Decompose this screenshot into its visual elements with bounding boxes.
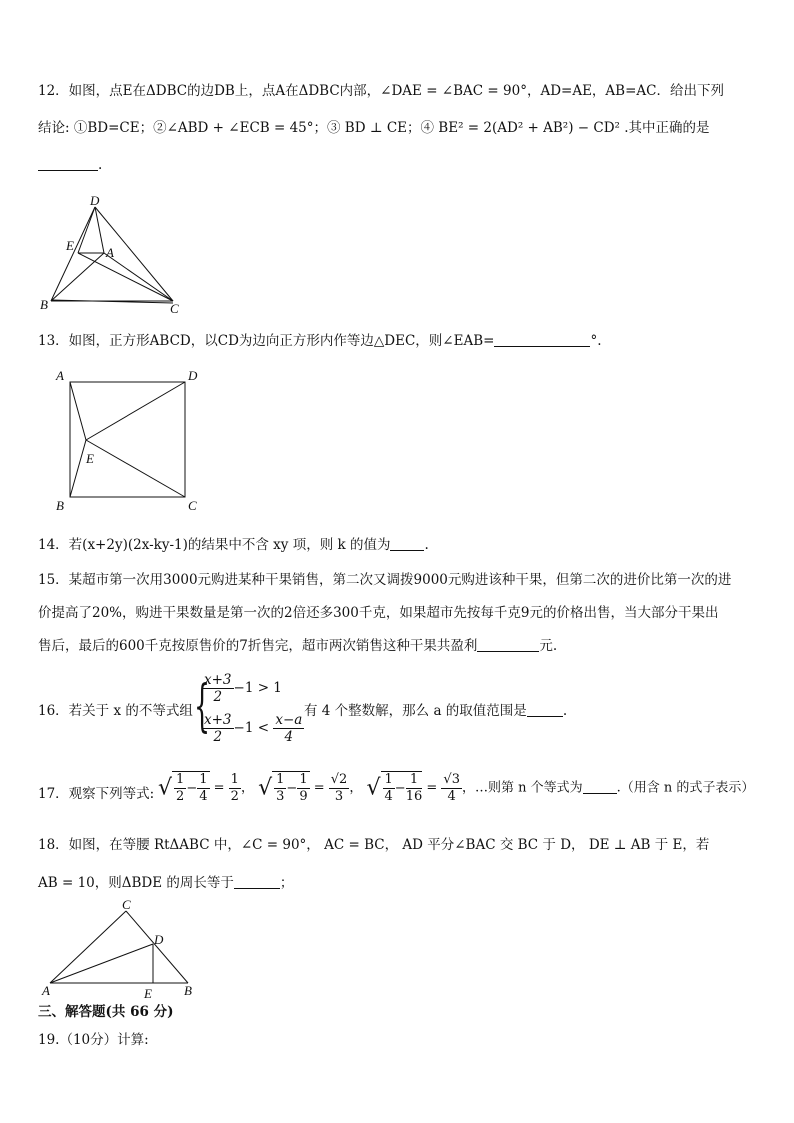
q18-figure [38, 897, 203, 1002]
q16-tail: . [562, 703, 568, 719]
q12-answer-line [38, 155, 102, 175]
q12-label-C: C [170, 301, 179, 316]
q13-seg-DE [86, 382, 185, 440]
q13-text: 13．如图，正方形ABCD，以CD为边向正方形内作等边△DEC，则∠EAB= [38, 333, 495, 349]
q14-text: 14．若(x+2y)(2x-ky-1)的结果中不含 xy 项，则 k 的值为 [38, 537, 391, 553]
q14-line [38, 535, 429, 555]
q16-ineq2-num: x+3 [204, 712, 232, 728]
q17-equations: √ $\frac{1}{2}$ − $\frac{1}{4}$ = $\frac{1}{2}$ ， √ $\frac{1}{3}$ − $\frac{1}{9}$ = $\frac{√2}{3}$ ， √ $\frac{1}{4}$ − $\frac{1}{16}$ = $\frac{√3}{4}$ ，…则第 n 个等式为 .（用含 n 的式子表示） [158, 771, 755, 804]
q17-eq3-e: √3 [443, 771, 460, 787]
q17-eq1-d: 4 [199, 789, 208, 804]
q15-line1: 15．某超市第一次用3000元购进某种干果销售，第二次又调拨9000元购进该种干果，但第二次的进价比第一次的进 [38, 572, 732, 588]
q17-prefix: 17．观察下列等式: [38, 786, 155, 802]
q15-line2: 价提高了20%，购进干果数量是第一次的2倍还多300千克，如果超市先按每千克9元的价格出售，当大部分干果出 [38, 605, 719, 621]
q15-text: 售后，最后的600千克按原售价的7折售完，超市两次销售这种干果共盈利 [38, 638, 478, 654]
q12-line1: 12．如图，点E在ΔDBC的边DB上，点A在ΔDBC内部，∠DAE = ∠BAC = 90°，AD=AE，AB=AC．给出下列 [38, 83, 724, 99]
q13-label-C: C [188, 498, 197, 513]
q16-ineq2 [202, 712, 304, 745]
q13-line [38, 331, 602, 351]
q17-eq1-e: 1 [230, 771, 239, 787]
q17-eq3-f: 4 [447, 788, 456, 804]
q13-label-E: E [86, 451, 94, 466]
q17-eq1-c: 1 [199, 772, 208, 787]
q15-answer-blank[interactable] [477, 637, 539, 652]
q16-ineq1-rest: −1 > 1 [233, 680, 282, 696]
q17-eq1-root: $\frac{1}{2}$ − $\frac{1}{4}$ [172, 771, 209, 805]
q18-label-D: D [154, 932, 164, 947]
q17-eq2-b: 3 [276, 789, 285, 804]
q17-eq3-d: 16 [405, 789, 423, 804]
q18-text: AB = 10，则ΔBDE 的周长等于 [38, 875, 234, 891]
q16-answer-blank[interactable] [527, 702, 563, 717]
q13-label-B: B [56, 498, 64, 513]
q17-eq2-e: √2 [330, 771, 348, 787]
q12-seg-ED [78, 207, 95, 253]
q16-ineq1 [202, 672, 282, 705]
q16-ineq2-mid: −1 < [233, 720, 270, 736]
q12-label-D: D [90, 193, 100, 208]
q17-eq3-a: 1 [384, 772, 393, 787]
q13-seg-AE [70, 382, 86, 440]
q18-answer-blank[interactable] [234, 874, 280, 889]
q12-figure [38, 193, 188, 318]
q18-seg-AD [50, 944, 153, 983]
q17-eq1-b: 2 [176, 789, 185, 804]
q12-answer-blank[interactable] [38, 156, 98, 171]
q18-line2 [38, 873, 293, 893]
q18-label-A: A [42, 983, 50, 998]
q18-label-C: C [122, 897, 131, 912]
q17-eq3-c: 1 [406, 772, 423, 789]
q13-answer-blank[interactable] [494, 332, 590, 347]
q13-label-D: D [188, 368, 198, 383]
q17-answer-blank[interactable] [583, 779, 617, 794]
q13-figure [52, 364, 212, 514]
q18-label-E: E [144, 986, 152, 1001]
q13-seg-BE [70, 440, 86, 497]
q17-eq2-d: 9 [299, 789, 308, 804]
q13-seg-CE [86, 440, 185, 497]
q12-seg-EC [78, 253, 173, 301]
q12-seg-AB [51, 253, 104, 301]
q18-tail: ； [279, 875, 294, 891]
q17-eq2-f: 3 [334, 788, 344, 804]
q12-line2: 结论: ①BD=CE；②∠ABD + ∠ECB = 45°；③ BD ⊥ CE；④ BE² = 2(AD² + AB²) − CD² .其中正确的是 [38, 120, 710, 136]
q16-ineq1-den: 2 [213, 689, 223, 705]
q13-label-A: A [56, 368, 64, 383]
q12-seg-DB [51, 207, 95, 301]
q17-suffix: ，…则第 n 个等式为 [461, 780, 583, 796]
q16-ineq2-num2: x−a [275, 712, 303, 728]
section-3-heading: 三、解答题(共 66 分) [38, 1004, 174, 1020]
q12-seg-DA [95, 207, 104, 253]
q17-eq2-root: $\frac{1}{3}$ − $\frac{1}{9}$ [272, 771, 309, 805]
q16-ineq2-den: 2 [213, 729, 223, 745]
q15-tail: 元. [539, 638, 558, 654]
q15-line3 [38, 636, 557, 656]
q16-prefix: 16．若关于 x 的不等式组 [38, 703, 193, 719]
q16-suffix-line [304, 701, 567, 721]
q16-ineq2-den2: 4 [284, 729, 294, 745]
q12-label-E: E [66, 238, 74, 253]
q16-brace: { [194, 674, 211, 739]
q12-label-B: B [40, 297, 48, 312]
q18-seg-CB [126, 911, 188, 983]
q17-eq1-a: 1 [176, 772, 185, 787]
q14-tail: . [424, 537, 429, 553]
q18-label-B: B [184, 983, 192, 998]
q18-line1: 18．如图，在等腰 RtΔABC 中，∠C = 90°， AC = BC， AD 平分∠BAC 交 BC 于 D， DE ⊥ AB 于 E，若 [38, 837, 710, 853]
q14-answer-blank[interactable] [390, 536, 424, 551]
q17-eq2-c: 1 [299, 772, 308, 787]
q13-tail: °. [590, 333, 602, 349]
q17-eq3-root: $\frac{1}{4}$ − $\frac{1}{16}$ [381, 771, 423, 805]
q17-eq3-b: 4 [384, 789, 393, 804]
q19-text: 19.（10分）计算: [38, 1032, 149, 1048]
q12-label-A: A [106, 245, 114, 260]
q12-period: . [98, 157, 103, 173]
q16-ineq1-num: x+3 [204, 672, 232, 688]
q17-tail: .（用含 n 的式子表示） [616, 780, 755, 796]
q18-seg-CA [50, 911, 126, 983]
q17-eq1-f: 2 [230, 788, 239, 804]
q17-eq2-a: 1 [276, 772, 285, 787]
q16-suffix: 有 4 个整数解，那么 a 的取值范围是 [304, 703, 527, 719]
